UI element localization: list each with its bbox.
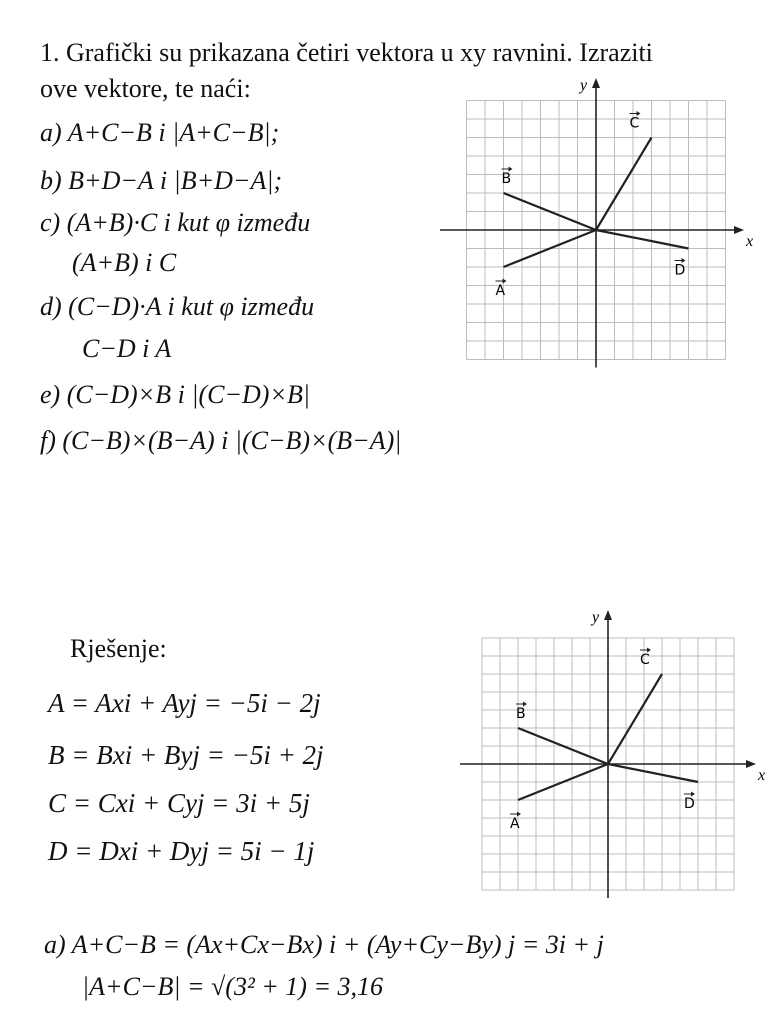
y-axis-label: y	[592, 609, 600, 626]
y-axis-label: y	[580, 77, 588, 94]
vector-d	[596, 230, 689, 249]
x-axis-label: x	[758, 767, 766, 784]
x-axis-label: x	[746, 233, 754, 250]
vector-label-a: A	[495, 283, 506, 299]
item-c: c) (A+B)·C i kut φ između	[40, 208, 311, 237]
vector-label-a: A	[510, 816, 520, 832]
vector-d	[608, 764, 698, 782]
vector-c	[596, 138, 652, 231]
solution-eq-d: D = Dxi + Dyj = 5i − 1j	[48, 836, 315, 866]
item-f: f) (C−B)×(B−A) i |(C−B)×(B−A)|	[40, 426, 402, 455]
y-axis-arrow	[592, 78, 600, 88]
vector-label-c: C	[629, 115, 640, 132]
x-axis-arrow	[734, 226, 744, 234]
problem-header: 1. Grafički su prikazana četiri vektora u xy ravnini. Izraziti	[40, 38, 653, 67]
solution-eq-a: A = Axi + Ayj = −5i − 2j	[48, 688, 321, 718]
vector-c	[608, 674, 662, 764]
solution-title: Rješenje:	[70, 634, 167, 663]
item-a: a) A+C−B i |A+C−B|;	[40, 118, 280, 147]
vector-label-b: B	[501, 171, 512, 187]
vector-label-c: C	[640, 652, 650, 668]
vector-label-d: D	[684, 796, 695, 812]
solution-a-line1: a) A+C−B = (Ax+Cx−Bx) i + (Ay+Cy−By) j = 3i + j	[44, 930, 604, 959]
solution-a-line2: |A+C−B| = √(3² + 1) = 3,16	[82, 972, 384, 1001]
vector-label-d: D	[674, 262, 686, 279]
y-axis-arrow	[604, 610, 612, 620]
vector-graph-top	[436, 72, 756, 382]
solution-eq-c: C = Cxi + Cyj = 3i + 5j	[48, 788, 310, 818]
x-axis-arrow	[746, 760, 756, 768]
item-e: e) (C−D)×B i |(C−D)×B|	[40, 380, 311, 409]
vector-label-b: B	[516, 706, 526, 722]
problem-header-2: ove vektore, te naći:	[40, 74, 251, 103]
item-d: d) (C−D)·A i kut φ između	[40, 292, 315, 321]
item-d-2: C−D i A	[82, 334, 172, 363]
item-c-2: (A+B) i C	[72, 248, 177, 277]
solution-eq-b: B = Bxi + Byj = −5i + 2j	[48, 740, 324, 770]
vector-graph-bottom	[456, 604, 768, 908]
item-b: b) B+D−A i |B+D−A|;	[40, 166, 283, 195]
